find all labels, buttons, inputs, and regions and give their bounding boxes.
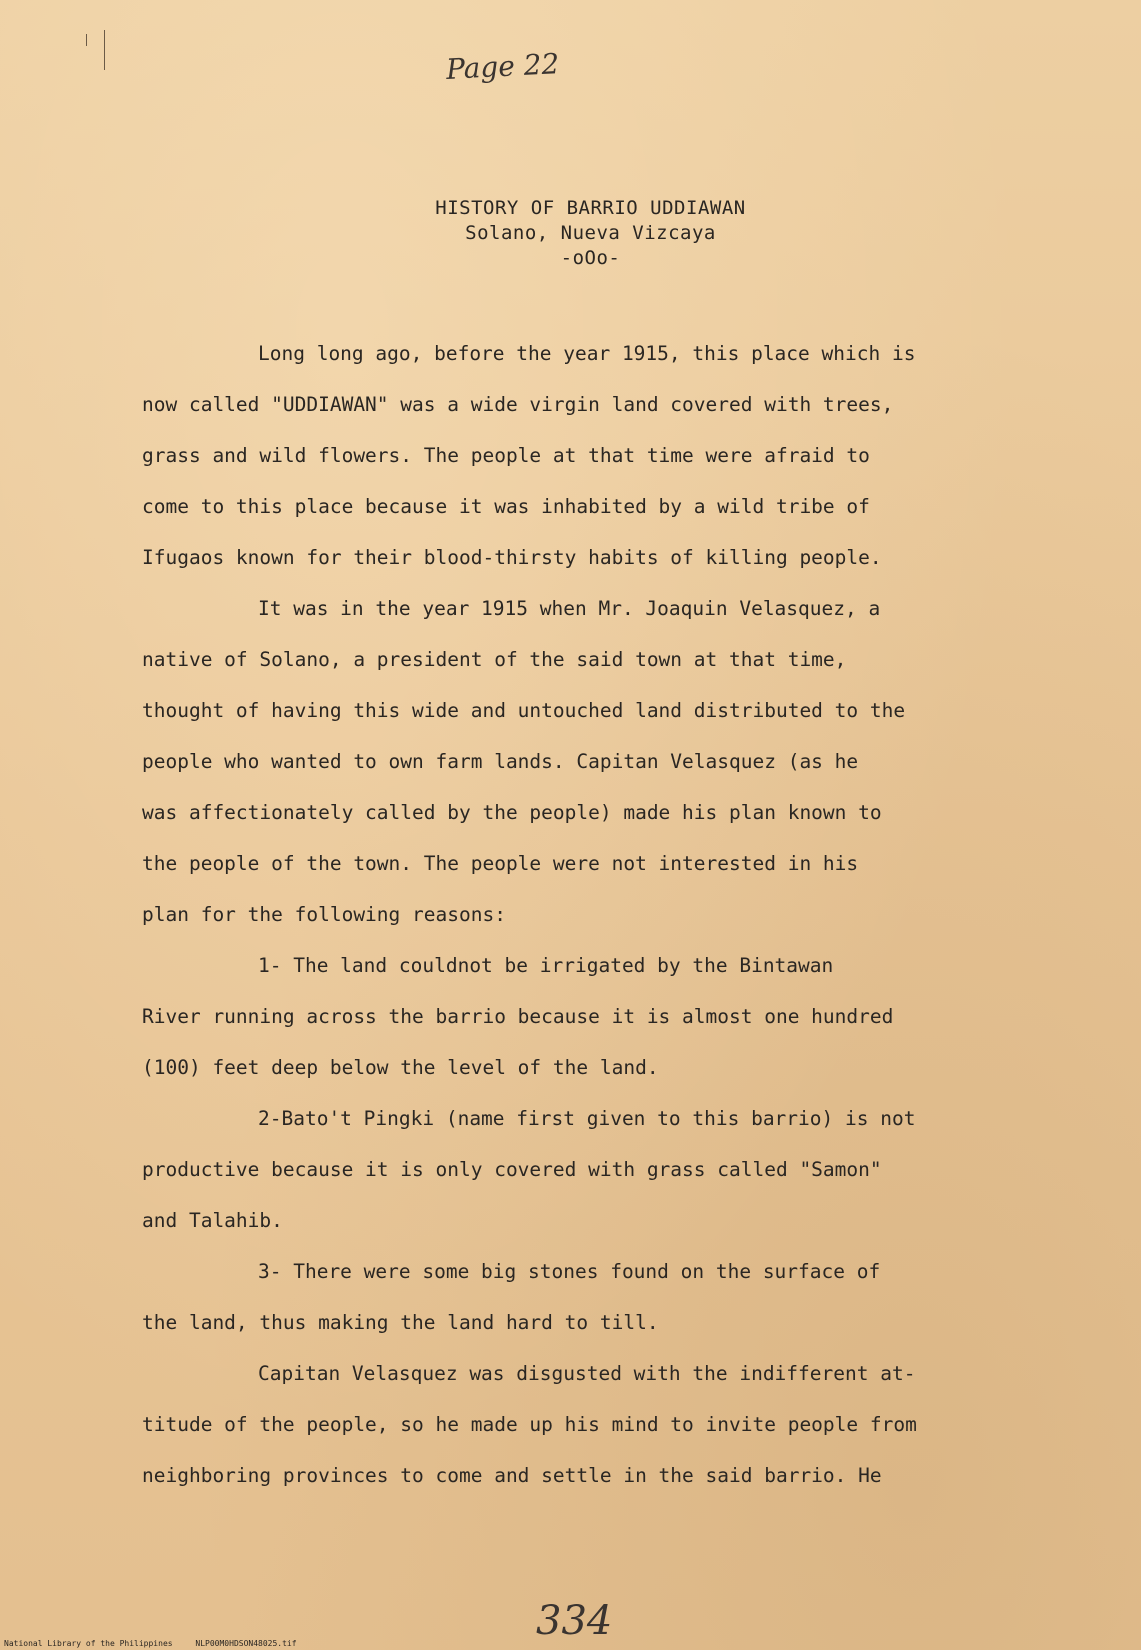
text-line: the land, thus making the land hard to till. (142, 1311, 659, 1334)
text-line: titude of the people, so he made up his mind to invite people from (142, 1413, 917, 1436)
text-line: plan for the following reasons: (142, 903, 506, 926)
text-line: grass and wild flowers. The people at that time were afraid to (142, 444, 870, 467)
text-line: Ifugaos known for their blood-thirsty habits of killing people. (142, 546, 882, 569)
title-block (0, 196, 1141, 271)
text-line: River running across the barrio because it is almost one hundred (142, 1005, 894, 1028)
text-line: 1- The land couldnot be irrigated by the Bintawan (258, 954, 834, 977)
text-line: productive because it is only covered with grass called "Samon" (142, 1158, 882, 1181)
document-title: HISTORY OF BARRIO UDDIAWAN (435, 197, 746, 219)
text-line: 3- There were some big stones found on the surface of (258, 1260, 881, 1283)
edge-mark (86, 34, 87, 46)
text-line: the people of the town. The people were not interested in his (142, 852, 859, 875)
text-line: (100) feet deep below the level of the land. (142, 1056, 659, 1079)
body-text (142, 328, 992, 1501)
text-line: It was in the year 1915 when Mr. Joaquin Velasquez, a (258, 597, 881, 620)
footer (4, 1639, 315, 1648)
footer-file-id: NLP00M0HDSON48025.tif (195, 1639, 297, 1648)
footer-library: National Library of the Philippines (4, 1639, 173, 1648)
title-separator: -oOo- (560, 247, 621, 269)
edge-mark (104, 30, 105, 70)
text-line: people who wanted to own farm lands. Capitan Velasquez (as he (142, 750, 859, 773)
text-line: 2-Bato't Pingki (name first given to this barrio) is not (258, 1107, 916, 1130)
text-line: native of Solano, a president of the said town at that time, (142, 648, 847, 671)
text-line: thought of having this wide and untouched land distributed to the (142, 699, 906, 722)
text-line: and Talahib. (142, 1209, 283, 1232)
text-line: was affectionately called by the people) made his plan known to (142, 801, 882, 824)
text-line: come to this place because it was inhabited by a wild tribe of (142, 495, 870, 518)
text-line: neighboring provinces to come and settle in the said barrio. He (142, 1464, 882, 1487)
text-line: Long long ago, before the year 1915, this place which is (258, 342, 916, 365)
text-line: Capitan Velasquez was disgusted with the indifferent at- (258, 1362, 916, 1385)
page-number: 334 (536, 1598, 613, 1644)
page-label: Page 22 (445, 47, 561, 86)
document-subtitle: Solano, Nueva Vizcaya (465, 222, 716, 244)
text-line: now called "UDDIAWAN" was a wide virgin land covered with trees, (142, 393, 894, 416)
